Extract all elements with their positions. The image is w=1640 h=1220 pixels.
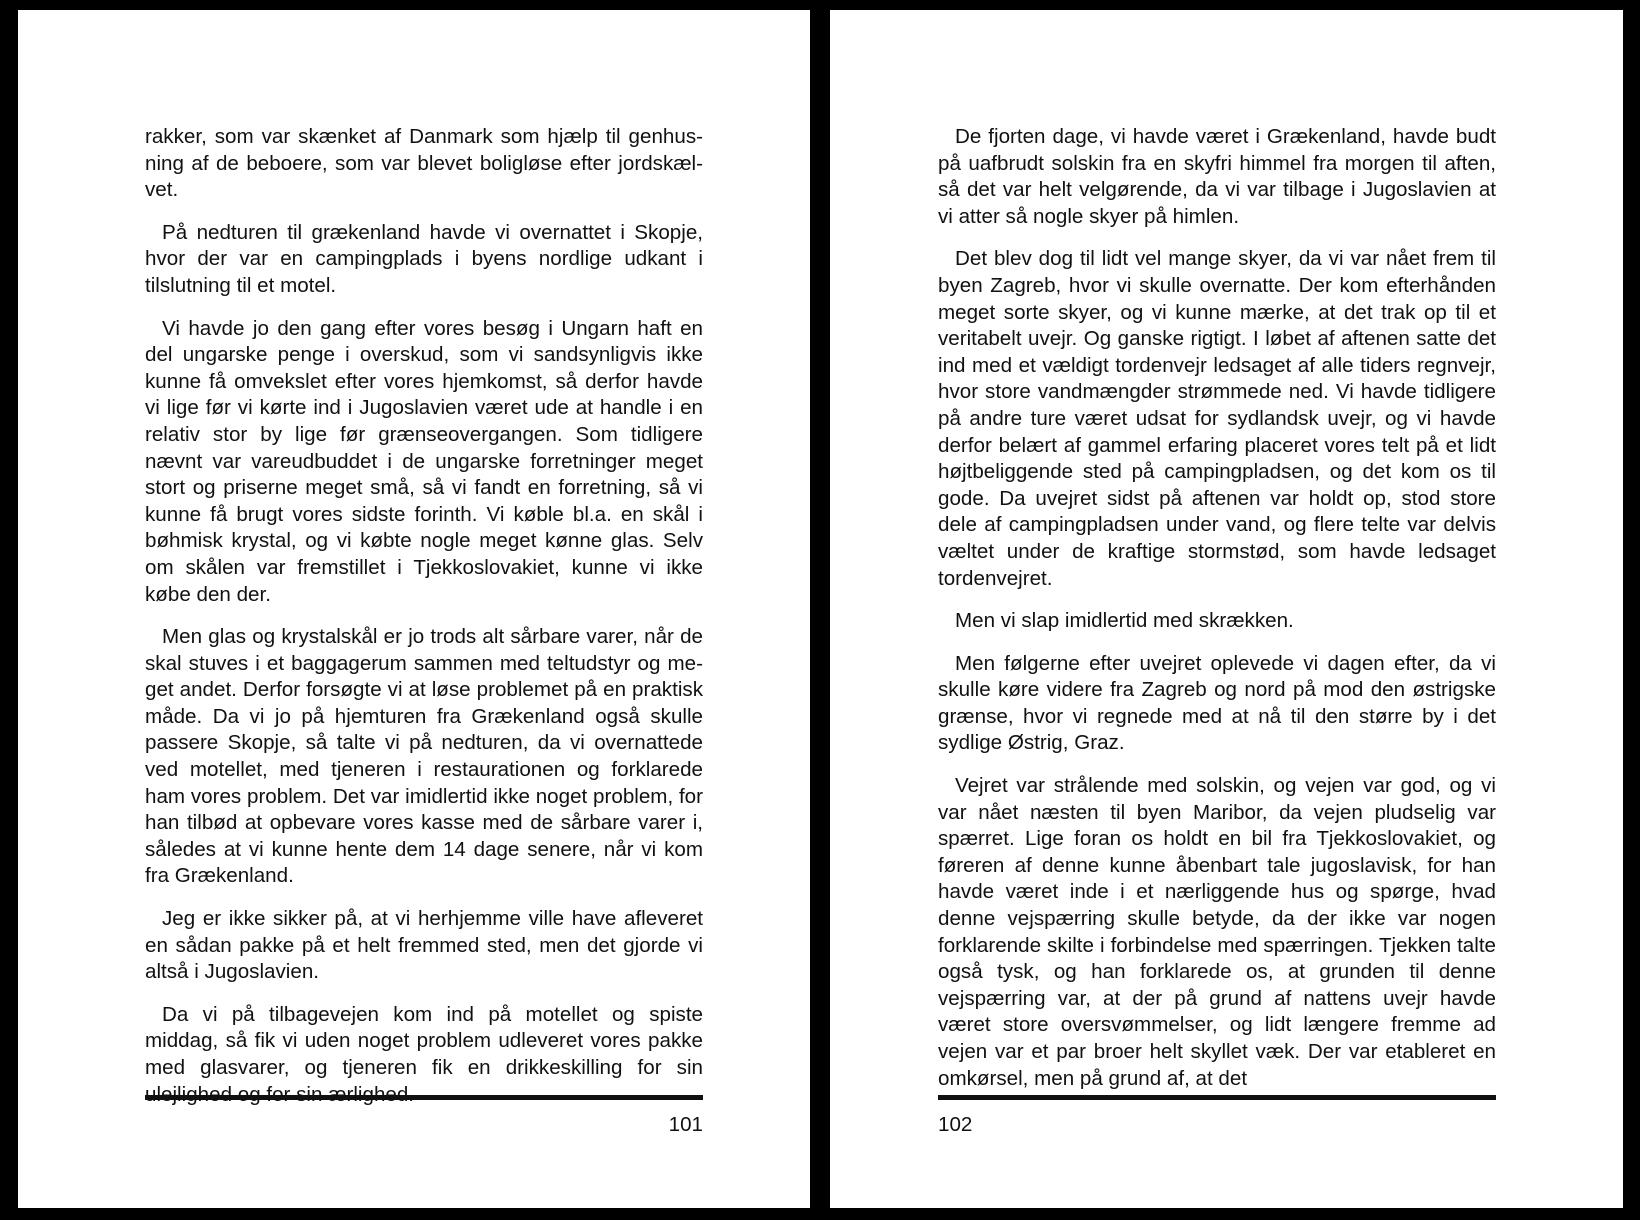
footer-rule — [145, 1095, 703, 1100]
paragraph: Vejret var strålende med solskin, og vejen var god, og vi var nået næsten til byen Maribor, da vejen pludselig var spærret. Lige foran os holdt en bil fra Tjekkoslovakiet, og føreren af denne kunne åbenbart tale jugoslavisk, for han havde været inde i et nærliggende hus og spørge, hvad denne vejspærring skulle betyde, da der ikke var nogen forklarende skilte i forbindelse med spærringen. Tjekken talte også tysk, og han forklarede os, at grunden til denne vejspærring var, at der på grund af nattens uvejr havde været store oversvømmelser, og lidt længere fremme ad vejen var et par broer helt skyllet væk. Der var etableret en omkørsel, men på grund af, at det — [938, 774, 1496, 1090]
paragraph: Men glas og krystalskål er jo trods alt sårbare varer, når de skal stuves i et baggagerum sammen med teltudstyr og meget andet. Derfor forsøgte vi at løse problemet på en praktisk måde. Da vi jo på hjemturen fra Grækenland også skulle passere Skopje, så talte vi på nedturen, da vi overnattede ved motellet, med tjeneren i restaurationen og forklarede ham vores problem. Det var imidlertid ikke noget problem, for han tilbød at opbevare vores kasse med de sårbare varer i, således at vi kunne hente dem 14 dage senere, når vi kom fra Grækenland. — [145, 625, 703, 888]
paragraph: Vi havde jo den gang efter vores besøg i Ungarn haft en del ungarske penge i overskud, som vi sandsynligvis ikke kunne få omvekslet efter vores hjemkomst, så derfor havde vi lige før vi kørte ind i Jugoslavien været ude at handle i en relativ stor by lige før grænseovergangen. Som tidligere nævnt var vareudbuddet i de ungarske forretninger meget stort og priserne meget små, så vi fandt en forretning, så vi kunne få brugt vores sidste forinth. Vi køble bl.a. en skål i bøhmisk krystal, og vi købte nogle meget kønne glas. Selv om skålen var fremstillet i Tjekkoslovakiet, kunne vi ikke købe den der. — [145, 316, 703, 606]
paragraph: Jeg er ikke sikker på, at vi herhjemme ville have afleveret en sådan pakke på et helt fremmed sted, men det gjorde vi altså i Jugoslavien. — [145, 907, 703, 984]
page-number: 102 — [938, 1113, 973, 1136]
paragraph: Det blev dog til lidt vel mange skyer, da vi var nået frem til byen Zagreb, hvor vi skulle overnatte. Der kom efterhånden meget sorte skyer, og vi kunne mærke, at det trak op til et veritabelt uvejr. Og ganske rigtigt. I løbet af aftenen satte det ind med et vældigt tordenvejr ledsaget af alle tiders regnvejr, hvor store vandmængder strømmede ned. Vi havde tidligere på andre ture været udsat for sydlandsk uvejr, og vi havde derfor belært af gammel erfaring placeret vores telt på et lidt højtbeliggende sted på campingpladsen, og det kom os til gode. Da uvejret sidst på aftenen var holdt op, stod store dele af campingpladsen under vand, og flere telte var delvis væltet under de kraftige stormstød, som havde ledsaget tordenvejret. — [938, 247, 1496, 590]
footer-rule — [938, 1095, 1496, 1100]
paragraph: På nedturen til grækenland havde vi overnattet i Skopje, hvor der var en campingplads i byens nordlige udkant i tilslutning til et motel. — [145, 220, 703, 297]
paragraph: rakker, som var skænket af Danmark som hjælp til genhusning af de beboere, som var blevet boligløse efter jordskælvet. — [145, 125, 703, 202]
paragraph: Da vi på tilbagevejen kom ind på motellet og spiste middag, så fik vi uden noget problem udleveret vores pakke med glasvarer, og tjeneren fik en drikkeskilling for sin — [145, 1002, 703, 1079]
right-page — [830, 10, 1623, 1208]
page-number: 101 — [668, 1113, 703, 1136]
paragraph: De fjorten dage, vi havde været i Grækenland, havde budt på uafbrudt solskin fra en skyfri himmel fra morgen til aften, så det var helt velgørende, da vi var tilbage i Jugoslavien at vi atter så nogle skyer på himlen. — [938, 125, 1496, 228]
left-page — [18, 10, 810, 1208]
left-page-text — [145, 124, 703, 1124]
paragraph: Men følgerne efter uvejret oplevede vi dagen efter, da vi skulle køre videre fra Zagreb og nord på mod den østrigske grænse, hvor vi regnede med at nå til den større by i det sydlige Østrig, Graz. — [938, 651, 1496, 755]
right-page-text — [938, 124, 1496, 1108]
paragraph: Men vi slap imidlertid med skrækken. — [955, 609, 1294, 633]
